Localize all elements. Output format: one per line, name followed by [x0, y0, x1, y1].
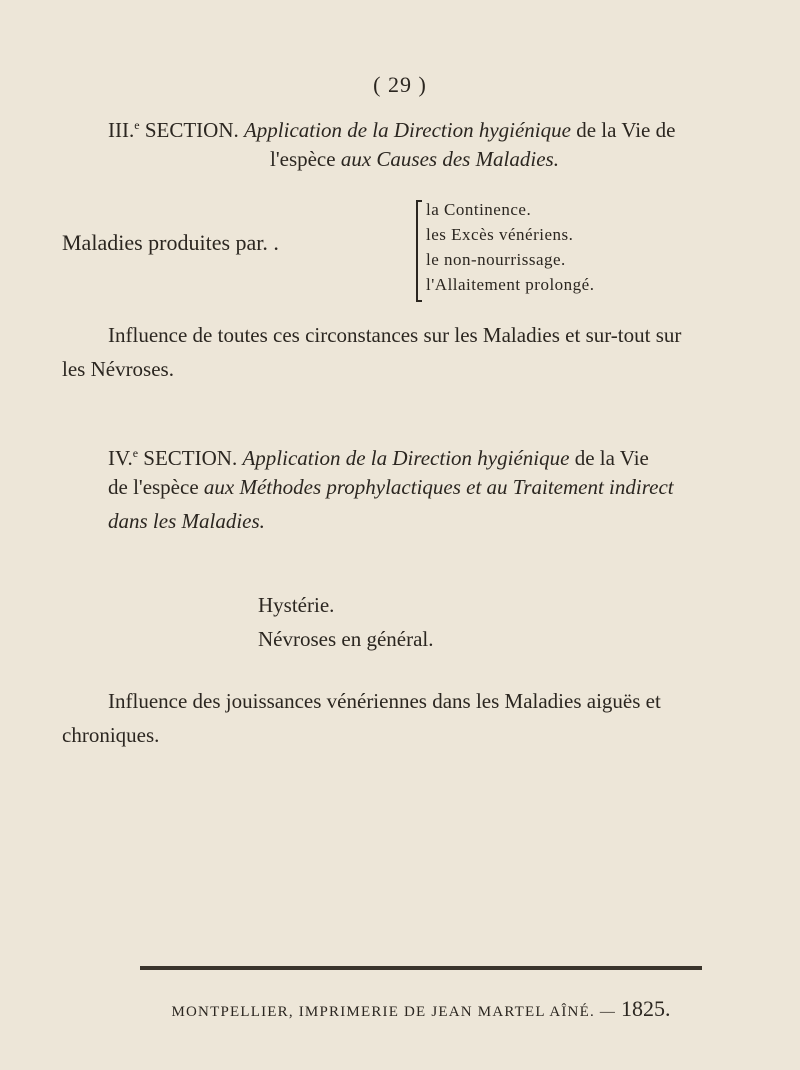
section-4-item-1: Hystérie.: [258, 593, 335, 617]
section-4-word: SECTION.: [143, 446, 238, 470]
imprint-text: MONTPELLIER, IMPRIMERIE DE JEAN MARTEL AÎNÉ. —: [171, 1004, 617, 1020]
imprint: [140, 996, 702, 1022]
brace-bottom: [416, 300, 422, 302]
footer-rule: [140, 966, 702, 970]
section-3-number: III.: [108, 118, 135, 142]
brace-top: [416, 200, 422, 202]
section-4-number: IV.: [108, 446, 133, 470]
brace-item-1: la Continence.: [426, 200, 532, 219]
section-4-line-2-start: de l'espèce: [108, 475, 199, 499]
section-4-line-2: [108, 470, 674, 504]
influence-2-line-2: chroniques.: [62, 723, 160, 747]
section-4-title-tail: de la Vie: [574, 446, 649, 470]
brace-label: Maladies produites par. .: [62, 230, 279, 255]
brace-item-4: l'Allaitement prolongé.: [426, 275, 595, 294]
section-3-title: Application de la Direction hygiénique: [243, 118, 571, 142]
page-number: ( 29 ): [373, 72, 427, 97]
brace-item-2: les Excès vénériens.: [426, 225, 574, 244]
section-3-title-tail: de la Vie de: [576, 118, 676, 142]
section-3-subtitle-start: l'espèce: [270, 147, 336, 171]
section-4-line-2-italic: aux Méthodes prophylactiques et au Traitement indirect: [203, 475, 674, 499]
section-3-subtitle: [270, 142, 559, 176]
section-4-item-2: Névroses en général.: [258, 627, 434, 651]
section-4-line-3: dans les Maladies.: [108, 509, 265, 533]
imprint-year: 1825.: [621, 996, 671, 1021]
section-3-sup: e: [134, 118, 140, 132]
section-4-title: Application de la Direction hygiénique: [242, 446, 570, 470]
influence-1-line-2: les Névroses.: [62, 357, 174, 381]
section-3-subtitle-italic: aux Causes des Maladies.: [340, 147, 559, 171]
brace-line: [416, 200, 418, 302]
brace-item-3: le non-nourrissage.: [426, 250, 566, 269]
section-3-word: SECTION.: [144, 118, 239, 142]
section-4-sup: e: [132, 446, 139, 460]
influence-2-line-1: Influence des jouissances vénériennes dans les Maladies aiguës et: [108, 689, 661, 713]
influence-1-line-1: Influence de toutes ces circonstances sur les Maladies et sur-tout sur: [108, 323, 682, 347]
